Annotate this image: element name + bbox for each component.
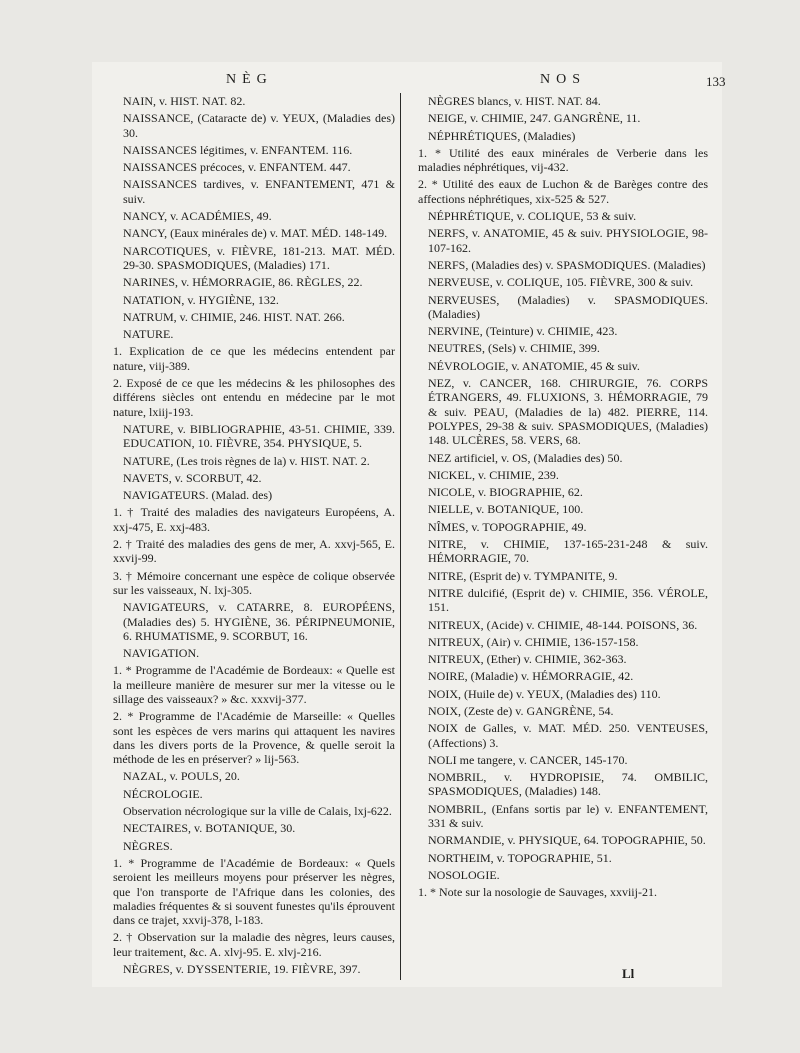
index-entry: NAVIGATION.: [123, 646, 200, 661]
index-entry: 1. * Note sur la nosologie de Sauvages, xxviij-21.: [418, 885, 657, 900]
index-entry: NAZAL, v. POULS, 20.: [123, 769, 240, 784]
index-entry: NEZ artificiel, v. OS, (Maladies des) 50.: [428, 450, 623, 465]
index-entry: NARCOTIQUES, v. FIÈVRE, 181-213. MAT. MÉD. 29-30. SPASMODIQUES, (Maladies) 171.: [123, 243, 395, 272]
index-entry: NERVINE, (Teinture) v. CHIMIE, 423.: [428, 324, 618, 339]
index-entry: Observation nécrologique sur la ville de Calais, lxj-622.: [123, 804, 392, 819]
index-entry: NATURE.: [123, 327, 174, 342]
index-entry: NANCY, v. ACADÉMIES, 49.: [123, 209, 272, 224]
index-entry: 1. † Traité des maladies des navigateurs Européens, A. xxj-475, E. xxj-483.: [113, 505, 395, 534]
right-column: [418, 94, 708, 903]
index-entry: 2. † Traité des maladies des gens de mer, A. xxvj-565, E. xxvij-99.: [113, 537, 395, 566]
index-entry: NAVIGATEURS. (Malad. des): [123, 488, 273, 503]
left-column: [113, 94, 395, 979]
index-entry: NITRE dulcifié, (Esprit de) v. CHIMIE, 356. VÉROLE, 151.: [428, 585, 708, 615]
running-head-left: NÈG: [226, 72, 273, 87]
index-entry: NAIN, v. HIST. NAT. 82.: [123, 94, 246, 108]
index-entry: NEZ, v. CANCER, 168. CHIRURGIE, 76. CORPS ÉTRANGERS, 49. FLUXIONS, 3. HÉMORRAGIE, 79 & suiv. PEAU, (Maladies de la) 482. PIERRE, 114. POLYPES, 29-38 & suiv. SPASMODIQUES, (Maladies) 148. ULCÈRES, 58. VERS, 68.: [428, 376, 708, 448]
index-entry: NANCY, (Eaux minérales de) v. MAT. MÉD. 148-149.: [123, 226, 388, 241]
index-entry: NITRE, (Esprit de) v. TYMPANITE, 9.: [428, 568, 618, 583]
index-entry: NECTAIRES, v. BOTANIQUE, 30.: [123, 821, 296, 836]
index-entry: NATURE, v. BIBLIOGRAPHIE, 43-51. CHIMIE, 339. EDUCATION, 10. FIÈVRE, 354. PHYSIQUE, 5.: [123, 421, 395, 451]
index-entry: NEIGE, v. CHIMIE, 247. GANGRÈNE, 11.: [428, 111, 641, 126]
index-entry: NÉCROLOGIE.: [123, 786, 203, 801]
index-entry: NERVEUSES, (Maladies) v. SPASMODIQUES. (Maladies): [428, 292, 708, 321]
index-entry: NOIX, (Huile de) v. YEUX, (Maladies des) 110.: [428, 686, 661, 701]
index-entry: NÎMES, v. TOPOGRAPHIE, 49.: [428, 519, 587, 534]
index-entry: NAVIGATEURS, v. CATARRE, 8. EUROPÉENS, (Maladies des) 5. HYGIÈNE, 36. PÉRIPNEUMONIE, 6. RHUMATISME, 9. SCORBUT, 16.: [123, 600, 395, 643]
signature-mark: Ll: [622, 966, 635, 981]
index-entry: 3. † Mémoire concernant une espèce de colique observée sur les vaisseaux, N. lxj-305.: [113, 568, 395, 597]
index-entry: 2. * Programme de l'Académie de Marseille: « Quelles sont les espèces de vers marins qui attaquent les navires dans les divers ports de la Provence, & quelle seroit la méthode de les en préserver? » lij-563.: [113, 709, 395, 767]
index-entry: 1. * Programme de l'Académie de Bordeaux: « Quelle est la meilleure manière de mesurer sur mer la vitesse ou le sillage des vaisseaux? » &c. xxxvij-377.: [113, 663, 395, 706]
index-entry: NARINES, v. HÉMORRAGIE, 86. RÈGLES, 22.: [123, 275, 363, 290]
column-divider: [400, 93, 401, 980]
index-entry: NÈGRES blancs, v. HIST. NAT. 84.: [428, 94, 601, 108]
index-entry: NAISSANCES légitimes, v. ENFANTEM. 116.: [123, 142, 353, 157]
index-entry: NAISSANCES précoces, v. ENFANTEM. 447.: [123, 160, 351, 175]
index-entry: NÉPHRÉTIQUES, (Maladies): [428, 128, 576, 143]
index-entry: 2. * Utilité des eaux de Luchon & de Barèges contre des affections néphrétiques, xix-525 & 527.: [418, 177, 708, 206]
index-entry: NÈGRES, v. DYSSENTERIE, 19. FIÈVRE, 397.: [123, 962, 361, 977]
index-entry: 1. * Utilité des eaux minérales de Verberie dans les maladies néphrétiques, vij-432.: [418, 145, 708, 175]
index-entry: NERFS, (Maladies des) v. SPASMODIQUES. (Maladies): [428, 257, 706, 272]
index-entry: NERFS, v. ANATOMIE, 45 & suiv. PHYSIOLOGIE, 98-107-162.: [428, 226, 708, 255]
index-entry: NAVETS, v. SCORBUT, 42.: [123, 470, 262, 485]
index-entry: NOMBRIL, v. HYDROPISIE, 74. OMBILIC, SPASMODIQUES, (Maladies) 148.: [428, 770, 708, 799]
index-entry: 2. Exposé de ce que les médecins & les philosophes des différens siècles ont entendu en médecine par le mot nature, lxiij-193.: [113, 376, 395, 419]
index-entry: NATURE, (Les trois règnes de la) v. HIST. NAT. 2.: [123, 453, 370, 468]
index-entry: 1. * Programme de l'Académie de Bordeaux: « Quels seroient les meilleurs moyens pour préserver les nègres, que l'on transporte de l'Afrique dans les colonies, des maladies fréquentes & si souvent funestes qu'ils éprouvent dans ce trajet, xxvij-378, l-183.: [113, 855, 395, 928]
index-entry: NATATION, v. HYGIÈNE, 132.: [123, 292, 279, 307]
index-entry: NAISSANCES tardives, v. ENFANTEMENT, 471 & suiv.: [123, 177, 395, 206]
index-entry: NÈGRES.: [123, 838, 173, 853]
index-entry: NAISSANCE, (Cataracte de) v. YEUX, (Maladies des) 30.: [123, 111, 395, 140]
running-head-right: NOS: [540, 72, 587, 87]
index-entry: NOMBRIL, (Enfans sortis par le) v. ENFANTEMENT, 331 & suiv.: [428, 801, 708, 831]
index-entry: NITREUX, (Air) v. CHIMIE, 136-157-158.: [428, 634, 639, 649]
index-entry: NOIRE, (Maladie) v. HÉMORRAGIE, 42.: [428, 669, 634, 684]
index-entry: NATRUM, v. CHIMIE, 246. HIST. NAT. 266.: [123, 309, 345, 324]
index-entry: 2. † Observation sur la maladie des nègres, leurs causes, leur traitement, &c. A. xlvj-95. E. xlvj-216.: [113, 930, 395, 959]
index-entry: NERVEUSE, v. COLIQUE, 105. FIÈVRE, 300 & suiv.: [428, 275, 694, 290]
index-entry: NITREUX, (Acide) v. CHIMIE, 48-144. POISONS, 36.: [428, 617, 698, 632]
index-entry: NÉPHRÉTIQUE, v. COLIQUE, 53 & suiv.: [428, 209, 637, 224]
index-entry: NEUTRES, (Sels) v. CHIMIE, 399.: [428, 341, 600, 356]
index-entry: NICOLE, v. BIOGRAPHIE, 62.: [428, 485, 583, 500]
page-number: 133: [706, 74, 726, 89]
index-entry: NITRE, v. CHIMIE, 137-165-231-248 & suiv. HÉMORRAGIE, 70.: [428, 537, 708, 566]
index-entry: NOSOLOGIE.: [428, 867, 500, 882]
index-entry: NOLI me tangere, v. CANCER, 145-170.: [428, 752, 628, 767]
index-entry: NICKEL, v. CHIMIE, 239.: [428, 467, 559, 482]
index-entry: NÉVROLOGIE, v. ANATOMIE, 45 & suiv.: [428, 358, 640, 373]
index-entry: NOIX de Galles, v. MAT. MÉD. 250. VENTEUSES, (Affections) 3.: [428, 721, 708, 750]
index-entry: NIELLE, v. BOTANIQUE, 100.: [428, 502, 584, 517]
index-entry: NORMANDIE, v. PHYSIQUE, 64. TOPOGRAPHIE, 50.: [428, 833, 706, 848]
index-entry: NORTHEIM, v. TOPOGRAPHIE, 51.: [428, 850, 612, 865]
index-entry: NOIX, (Zeste de) v. GANGRÈNE, 54.: [428, 703, 614, 718]
index-entry: NITREUX, (Ether) v. CHIMIE, 362-363.: [428, 652, 627, 667]
index-entry: 1. Explication de ce que les médecins entendent par nature, viij-389.: [113, 344, 395, 373]
